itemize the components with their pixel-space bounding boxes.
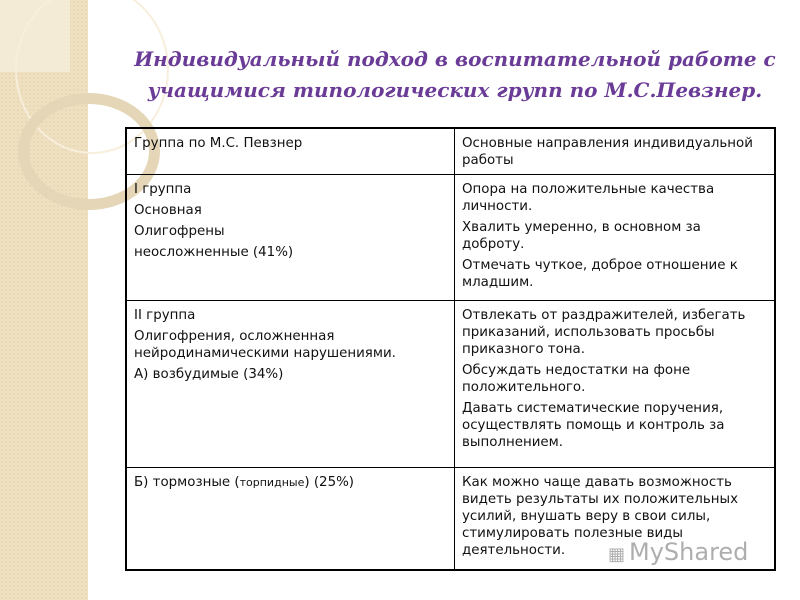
presentation-board-icon: ▦ xyxy=(608,544,626,565)
table-row: II группа Олигофрения, осложненная нейродинамическими нарушениями. А) возбудимые (34%) Отвлекать от раздражителей, избегать приказаний, использовать просьбы приказного тона. Обсуждать недостатки на фоне положительного. Давать систематические поручения, осуществлять помощь и контроль за выполнением. xyxy=(126,301,775,468)
table-header-row xyxy=(126,128,775,175)
watermark: ▦ MyShared xyxy=(608,538,749,566)
header-cell: Группа по М.С. Певзнер xyxy=(126,128,455,175)
table-row: I группа Основная Олигофрены неосложненные (41%) Опора на положительные качества личности. Хвалить умеренно, в основном за доброту. Отмечать чуткое, доброе отношение к младшим. xyxy=(126,175,775,301)
table-row: Б) тормозные (торпидные) (25%) Как можно чаще давать возможность видеть результаты их положительных усилий, внушать веру в свои силы, стимулировать полезные виды деятельности. xyxy=(126,468,775,570)
pevzner-groups-table xyxy=(125,127,776,571)
header-cell: Основные направления индивидуальной работы xyxy=(455,128,776,175)
slide-title: Индивидуальный подход в воспитательной работе с учащимися типологических групп по М.С.Певзнер. xyxy=(134,47,776,102)
decorative-side-strip xyxy=(0,0,88,600)
